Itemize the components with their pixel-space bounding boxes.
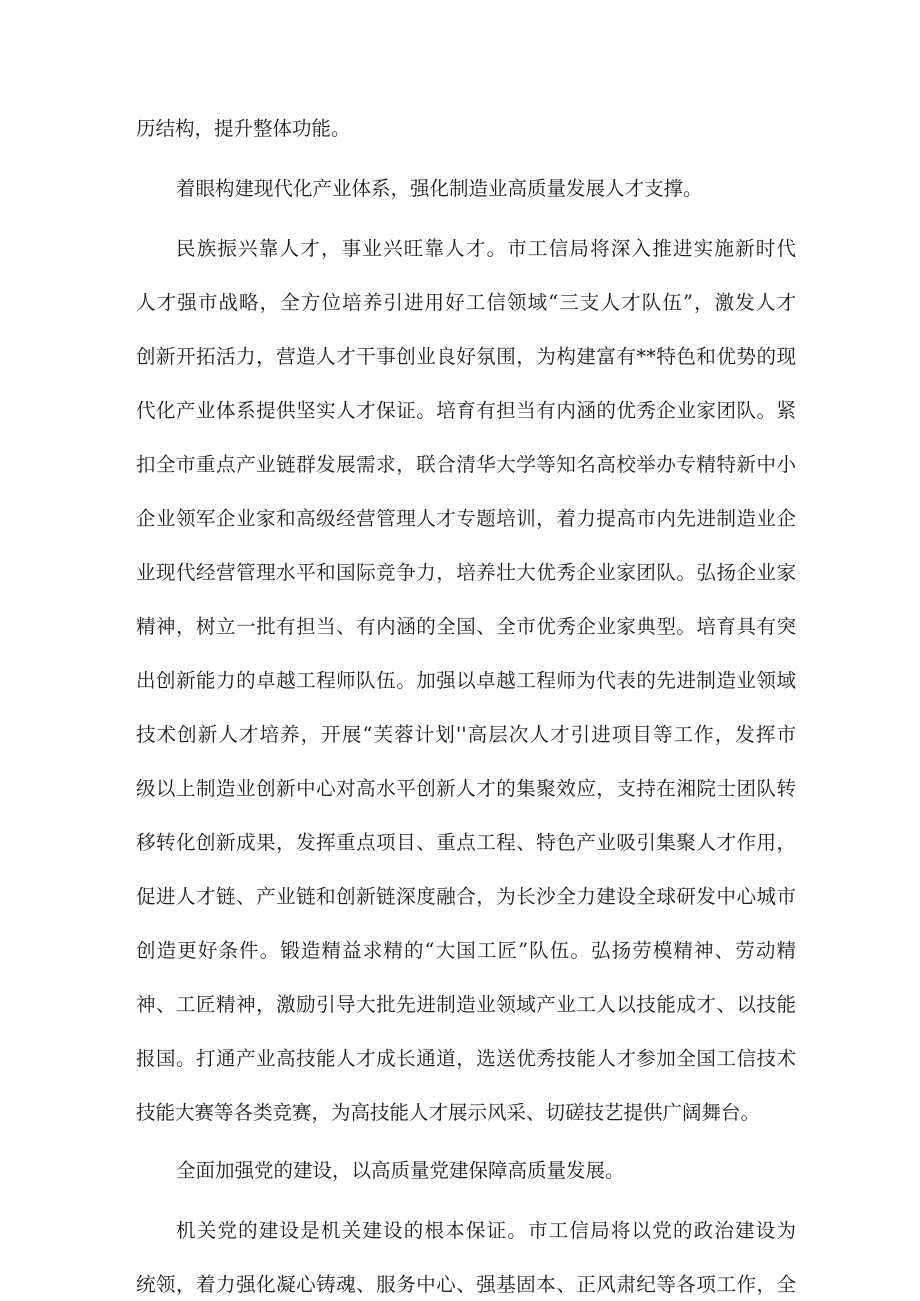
text-line: 移转化创新成果，发挥重点项目、重点工程、特色产业吸引集聚人才作用， [136,831,796,854]
text-line: 创造更好条件。锻造精益求精的“大国工匠”队伍。弘扬劳模精神、劳动精 [136,939,796,962]
text-line: 神、工匠精神，激励引导大批先进制造业领域产业工人以技能成才、以技能 [136,993,796,1016]
text-line: 企业领军企业家和高级经营管理人才专题培训，着力提高市内先进制造业企 [136,507,796,530]
text-line: 技术创新人才培养，开展“芙蓉计划''高层次人才引进项目等工作，发挥市 [136,723,796,746]
text-line: 机关党的建设是机关建设的根本保证。市工信局将以党的政治建设为 [176,1219,796,1242]
text-line: 代化产业体系提供坚实人才保证。培育有担当有内涵的优秀企业家团队。紧 [136,399,796,422]
text-line: 级以上制造业创新中心对高水平创新人才的集聚效应，支持在湘院士团队转 [136,777,796,800]
text-line: 促进人才链、产业链和创新链深度融合，为长沙全力建设全球研发中心城市 [136,885,796,908]
text-line: 报国。打通产业高技能人才成长通道，选送优秀技能人才参加全国工信技术 [136,1047,796,1070]
section-heading: 全面加强党的建设，以高质量党建保障高质量发展。 [176,1159,625,1182]
text-line: 业现代经营管理水平和国际竞争力，培养壮大优秀企业家团队。弘扬企业家 [136,561,796,584]
text-line: 人才强市战略，全方位培养引进用好工信领域“三支人才队伍”，激发人才 [136,291,796,314]
text-line: 民族振兴靠人才，事业兴旺靠人才。市工信局将深入推进实施新时代 [176,237,796,260]
text-line: 统领，着力强化凝心铸魂、服务中心、强基固本、正风肃纪等各项工作，全 [136,1273,796,1296]
text-line: 技能大赛等各类竞赛，为高技能人才展示风采、切磋技艺提供广阔舞台。 [136,1101,761,1124]
text-line: 精神，树立一批有担当、有内涵的全国、全市优秀企业家典型。培育具有突 [136,615,796,638]
text-line: 创新开拓活力，营造人才干事创业良好氛围，为构建富有**特色和优势的现 [136,345,796,368]
section-heading: 着眼构建现代化产业体系，强化制造业高质量发展人才支撑。 [176,177,703,200]
text-line: 出创新能力的卓越工程师队伍。加强以卓越工程师为代表的先进制造业领域 [136,669,796,692]
text-line: 历结构，提升整体功能。 [136,117,351,140]
text-line: 扣全市重点产业链群发展需求，联合清华大学等知名高校举办专精特新中小 [136,453,796,476]
